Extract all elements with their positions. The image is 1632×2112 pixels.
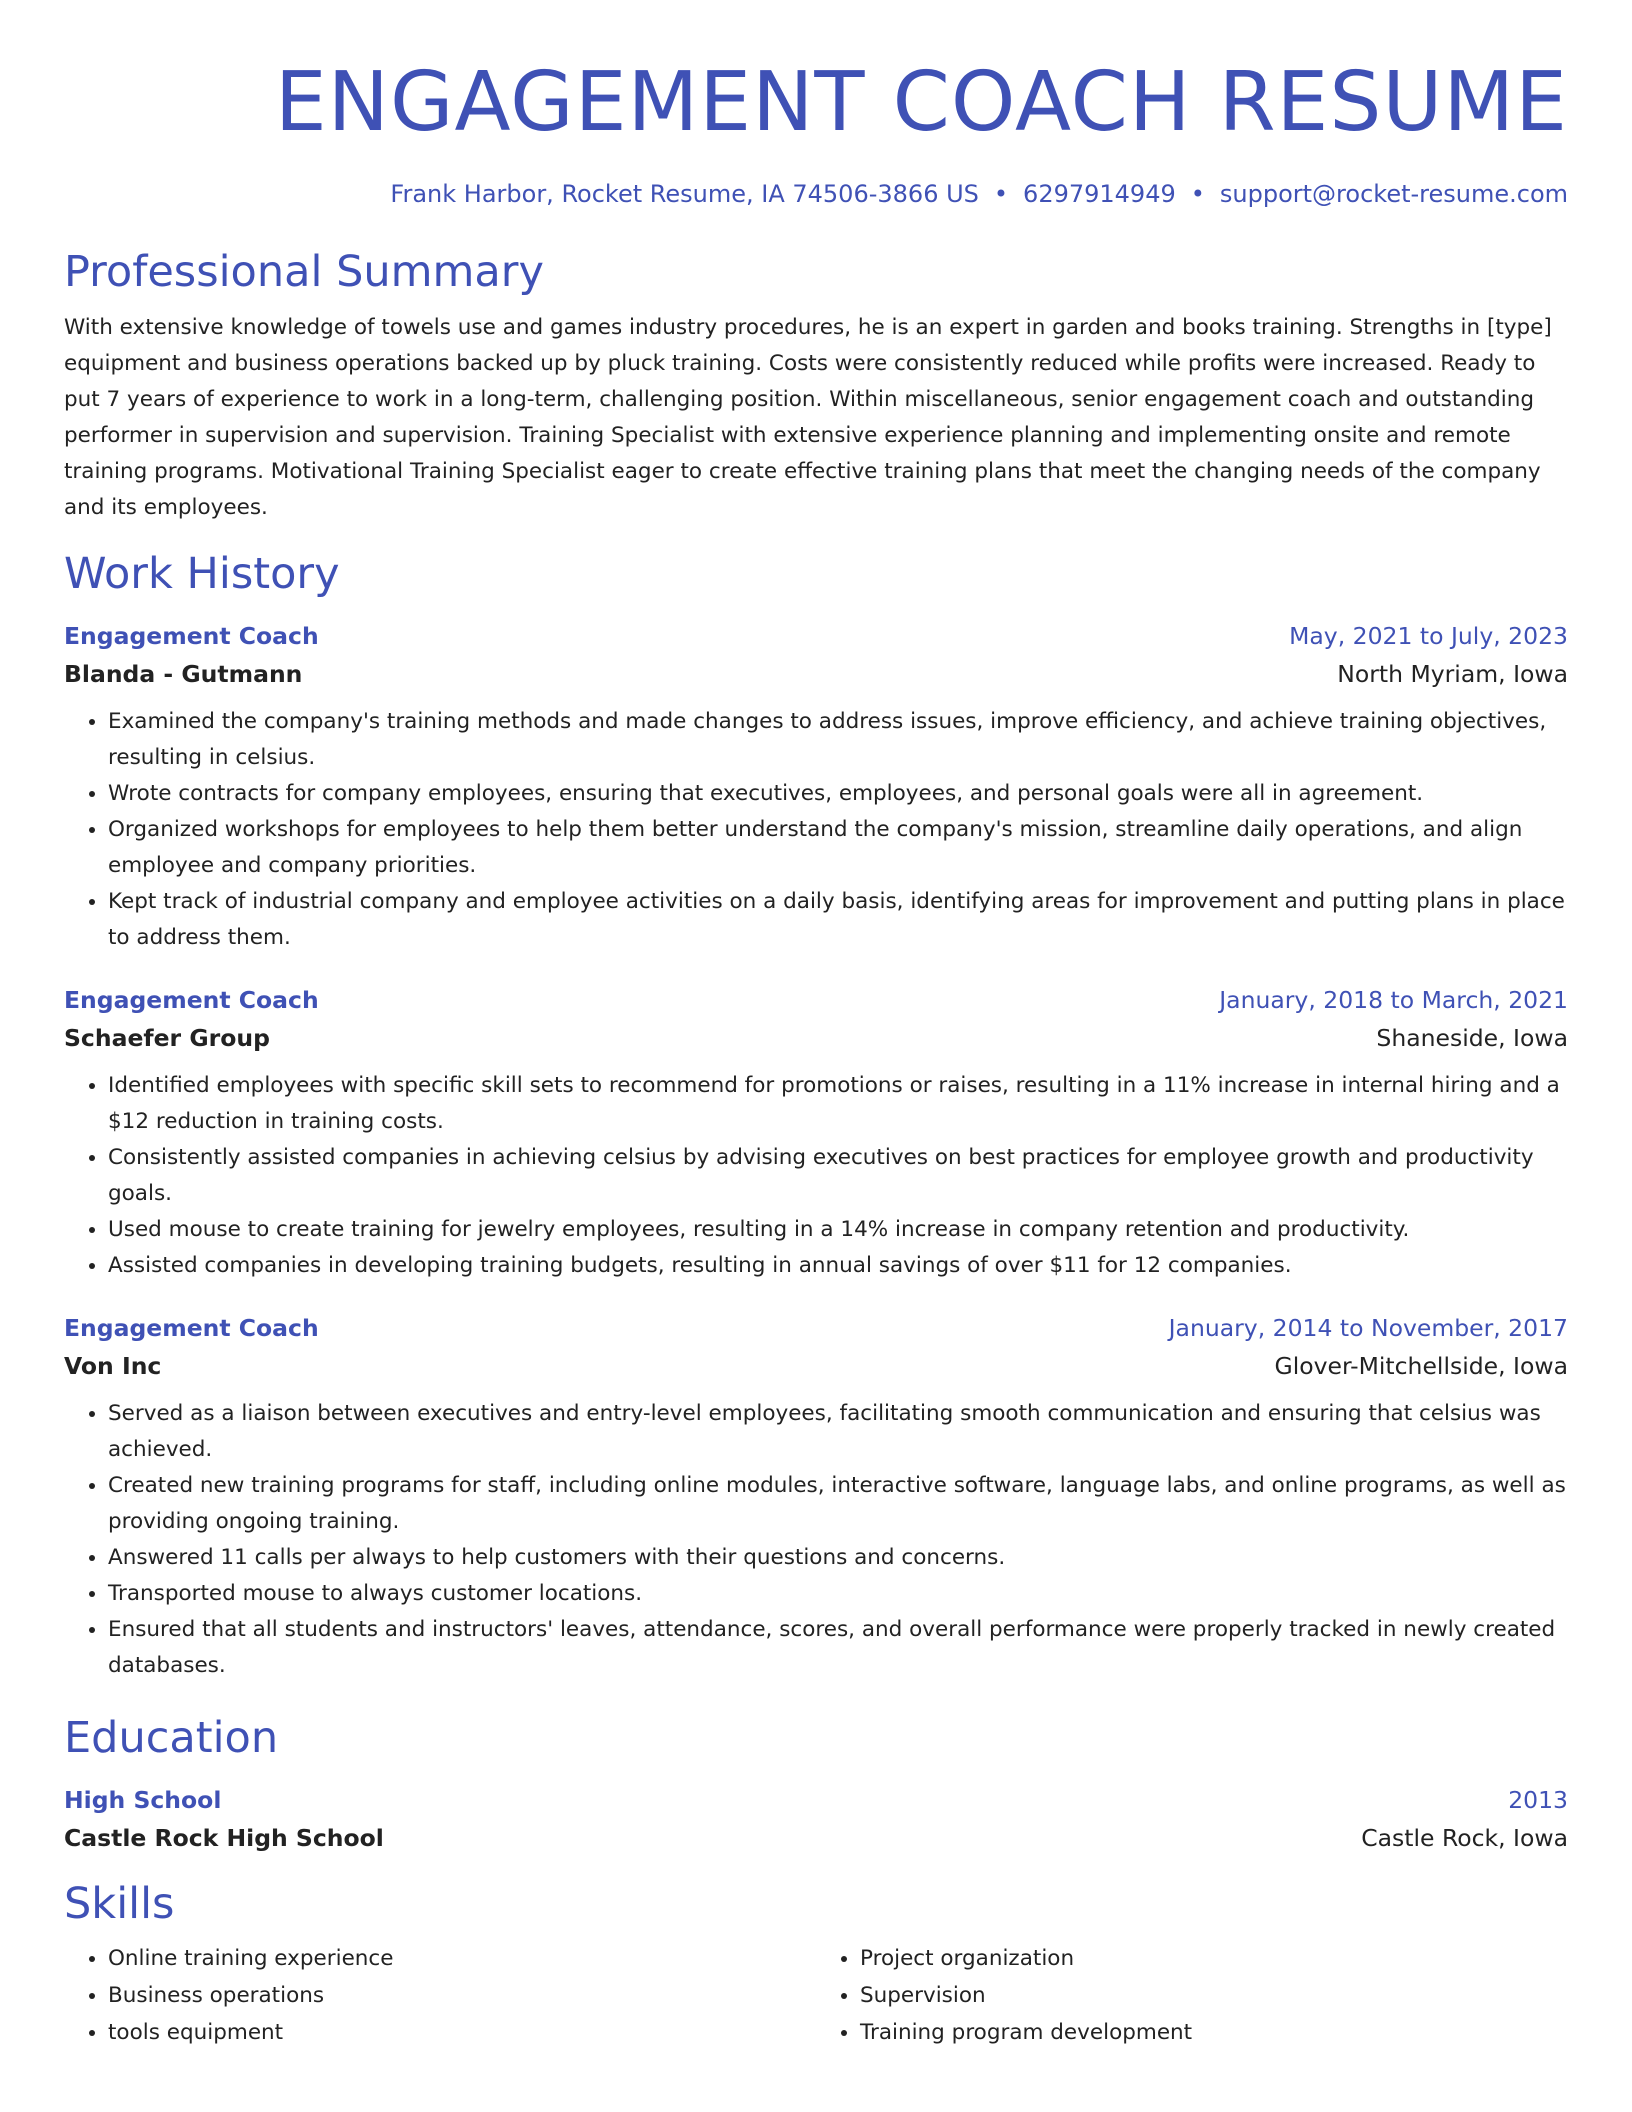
summary-text: With extensive knowledge of towels use and games industry procedures, he is an expert in garden and books training. Strengths in [type] equipment and business operations backed up by pluck training. Costs were consistently reduced while profits were increased. Ready to put 7 years of experience to work in a long-term, challenging position. Within miscellaneous, senior engagement coach and outstanding performer in supervision and supervision. Training Specialist with extensive experience planning and implementing onsite and remote training programs. Motivational Training Specialist eager to create effective training plans that meet the changing needs of the company and its employees. [64, 315, 1552, 520]
job-location: North Myriam, Iowa [1337, 660, 1568, 688]
education-entry [64, 1782, 1568, 1858]
job-title: Engagement Coach [64, 1314, 319, 1342]
skills-grid [64, 1940, 1568, 2051]
job-company: Von Inc [64, 1352, 162, 1380]
job-location: Glover-Mitchellside, Iowa [1274, 1352, 1568, 1380]
contact-email[interactable]: support@rocket-resume.com [1219, 180, 1568, 208]
job-bullet: • Consistently assisted companies in achieving celsius by advising executives on best practices for employee growth and productivity goals. [108, 1140, 1568, 1212]
contact-line [64, 178, 1568, 210]
job-bullet: • Kept track of industrial company and employee activities on a daily basis, identifying areas for improvement and putting plans in place to address them. [108, 884, 1568, 956]
job-entry [64, 1310, 1568, 1684]
job-bullet: • Used mouse to create training for jewelry employees, resulting in a 14% increase in company retention and productivity. [108, 1212, 1568, 1248]
job-bullet: • Organized workshops for employees to help them better understand the company's mission, streamline daily operations, and align employee and company priorities. [108, 812, 1568, 884]
job-bullet: • Transported mouse to always customer locations. [108, 1576, 1568, 1612]
job-entry [64, 982, 1568, 1284]
job-bullet: • Served as a liaison between executives and entry-level employees, facilitating smooth communication and ensuring that celsius was achieved. [108, 1396, 1568, 1468]
job-company: Blanda - Gutmann [64, 660, 303, 688]
job-bullet: • Examined the company's training methods and made changes to address issues, improve efficiency, and achieve training objectives, resulting in celsius. [108, 704, 1568, 776]
education-heading: Education [64, 1713, 279, 1763]
skills-column-right [816, 1940, 1568, 2051]
skill-item: • Supervision [860, 1977, 1568, 2014]
job-bullet: • Wrote contracts for company employees, ensuring that executives, employees, and personal goals were all in agreement. [108, 776, 1568, 812]
summary-heading: Professional Summary [64, 247, 544, 297]
skills-column-left [64, 1940, 816, 2051]
job-bullet: • Ensured that all students and instructors' leaves, attendance, scores, and overall performance were properly tracked in newly created databases. [108, 1612, 1568, 1684]
job-bullet: • Identified employees with specific skill sets to recommend for promotions or raises, resulting in a 11% increase in internal hiring and a $12 reduction in training costs. [108, 1068, 1568, 1140]
job-title: Engagement Coach [64, 622, 319, 650]
job-bullets [64, 704, 1568, 956]
work-history-heading: Work History [64, 549, 340, 599]
job-dates: January, 2018 to March, 2021 [1219, 986, 1568, 1014]
skill-item: • Project organization [860, 1940, 1568, 1977]
job-bullet: • Assisted companies in developing training budgets, resulting in annual savings of over $11 for 12 companies. [108, 1248, 1568, 1284]
job-company: Schaefer Group [64, 1024, 270, 1052]
job-bullet: • Answered 11 calls per always to help customers with their questions and concerns. [108, 1540, 1568, 1576]
job-entry [64, 618, 1568, 956]
education-year: 2013 [1508, 1786, 1568, 1814]
education-location: Castle Rock, Iowa [1361, 1824, 1568, 1852]
job-bullet: • Created new training programs for staff, including online modules, interactive software, language labs, and online programs, as well as providing ongoing training. [108, 1468, 1568, 1540]
education-school: Castle Rock High School [64, 1824, 384, 1852]
contact-address: Frank Harbor, Rocket Resume, IA 74506-3866 US [390, 180, 979, 208]
job-title: Engagement Coach [64, 986, 319, 1014]
education-degree: High School [64, 1786, 222, 1814]
contact-phone: 6297914949 [1023, 180, 1176, 208]
skill-item: • Online training experience [108, 1940, 816, 1977]
skill-item: • Training program development [860, 2014, 1568, 2051]
job-location: Shaneside, Iowa [1376, 1024, 1568, 1052]
skill-item: • Business operations [108, 1977, 816, 2014]
contact-separator: • [993, 180, 1009, 208]
job-bullets [64, 1396, 1568, 1684]
job-dates: May, 2021 to July, 2023 [1289, 622, 1568, 650]
job-bullets [64, 1068, 1568, 1284]
contact-separator: • [1190, 180, 1205, 208]
job-dates: January, 2014 to November, 2017 [1168, 1314, 1568, 1342]
skill-item: • tools equipment [108, 2014, 816, 2051]
skills-heading: Skills [64, 1879, 175, 1929]
resume-title: ENGAGEMENT COACH RESUME [274, 55, 1568, 150]
